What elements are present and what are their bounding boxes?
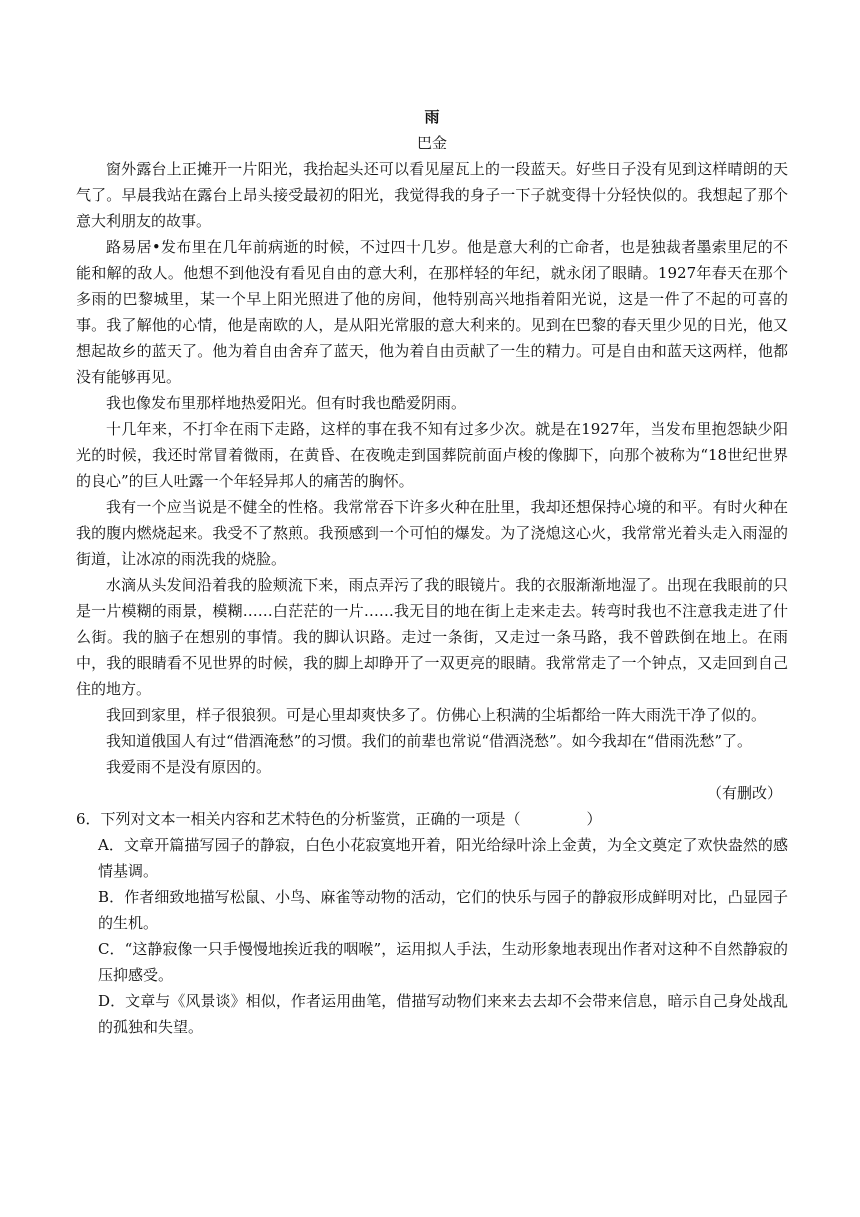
question-stem-close: ）: [586, 810, 602, 828]
article-title: 雨: [424, 108, 440, 126]
article-paragraph: 我也像发布里那样地热爱阳光。但有时我也酷爱阴雨。: [106, 394, 467, 412]
article-paragraph: 窗外露台上正摊开一片阳光，我抬起头还可以看见屋瓦上的一段蓝天。好些日子没有见到这样晴朗的天气了。早晨我站在露台上昂头接受最初的阳光，我觉得我的身子一下子就变得十分轻快似的。我想起了那个意大利朋友的故事。: [76, 160, 788, 230]
question-stem: [76, 806, 788, 832]
article-author: 巴金: [416, 134, 447, 152]
article-paragraph: 水滴从头发间沿着我的脸颊流下来，雨点弄污了我的眼镜片。我的衣服渐渐地湿了。出现在我眼前的只是一片模糊的雨景，模糊……白茫茫的一片……我无目的地在街上走来走去。转弯时我也不注意我走进了什么街。我的脑子在想别的事情。我的脚认识路。走过一条街，又走过一条马路，我不曾跌倒在地上。在雨中，我的眼睛看不见世界的时候，我的脚上却睁开了一双更亮的眼睛。我常常走了一个钟点，又走回到自己住的地方。: [76, 576, 788, 698]
article-paragraph: 我知道俄国人有过“借酒淹愁”的习惯。我们的前辈也常说“借酒浇愁”。如今我却在“借雨洗愁”了。: [106, 732, 753, 750]
article-paragraph: 我有一个应当说是不健全的性格。我常常吞下许多火种在肚里，我却还想保持心境的和平。有时火种在我的腹内燃烧起来。我受不了熬煎。我预感到一个可怕的爆发。为了浇熄这心火，我常常光着头走入雨湿的街道，让冰凉的雨洗我的烧脸。: [76, 498, 788, 568]
article-paragraph: 我回到家里，样子很狼狈。可是心里却爽快多了。仿佛心上积满的尘垢都给一阵大雨洗干净了似的。: [106, 706, 767, 724]
option-c: C．“这静寂像一只手慢慢地挨近我的咽喉”，运用拟人手法，生动形象地表现出作者对这种不自然静寂的压抑感受。: [98, 940, 788, 984]
option-a: A．文章开篇描写园子的静寂，白色小花寂寞地开着，阳光给绿叶涂上金黄，为全文奠定了欢快盎然的感情基调。: [98, 836, 788, 880]
article-paragraph: 我爱雨不是没有原因的。: [106, 758, 272, 776]
revision-note: （有删改）: [706, 784, 782, 802]
question-stem-text: 6．下列对文本一相关内容和艺术特色的分析鉴赏，正确的一项是（: [76, 810, 521, 828]
option-b: B．作者细致地描写松鼠、小鸟、麻雀等动物的活动，它们的快乐与园子的静寂形成鲜明对比，凸显园子的生机。: [98, 888, 788, 932]
option-d: D．文章与《风景谈》相似，作者运用曲笔，借描写动物们来来去去却不会带来信息，暗示自己身处战乱的孤独和失望。: [98, 992, 788, 1036]
article-paragraph: 十几年来，不打伞在雨下走路，这样的事在我不知有过多少次。就是在1927年，当发布里抱怨缺少阳光的时候，我还时常冒着微雨，在黄昏、在夜晚走到国葬院前面卢梭的像脚下，向那个被称为“18世纪世界的良心”的巨人吐露一个年轻异邦人的痛苦的胸怀。: [76, 420, 788, 490]
article-paragraph: 路易居•发布里在几年前病逝的时候，不过四十几岁。他是意大利的亡命者，也是独裁者墨索里尼的不能和解的敌人。他想不到他没有看见自由的意大利，在那样轻的年纪，就永闭了眼睛。1927年春天在那个多雨的巴黎城里，某一个早上阳光照进了他的房间，他特别高兴地指着阳光说，这是一件了不起的可喜的事。我了解他的心情，他是南欧的人，是从阳光常服的意大利来的。见到在巴黎的春天里少见的日光，他又想起故乡的蓝天了。他为着自由舍弃了蓝天，他为着自由贡献了一生的精力。可是自由和蓝天这两样，他都没有能够再见。: [76, 238, 788, 386]
document-content: [76, 104, 788, 1040]
